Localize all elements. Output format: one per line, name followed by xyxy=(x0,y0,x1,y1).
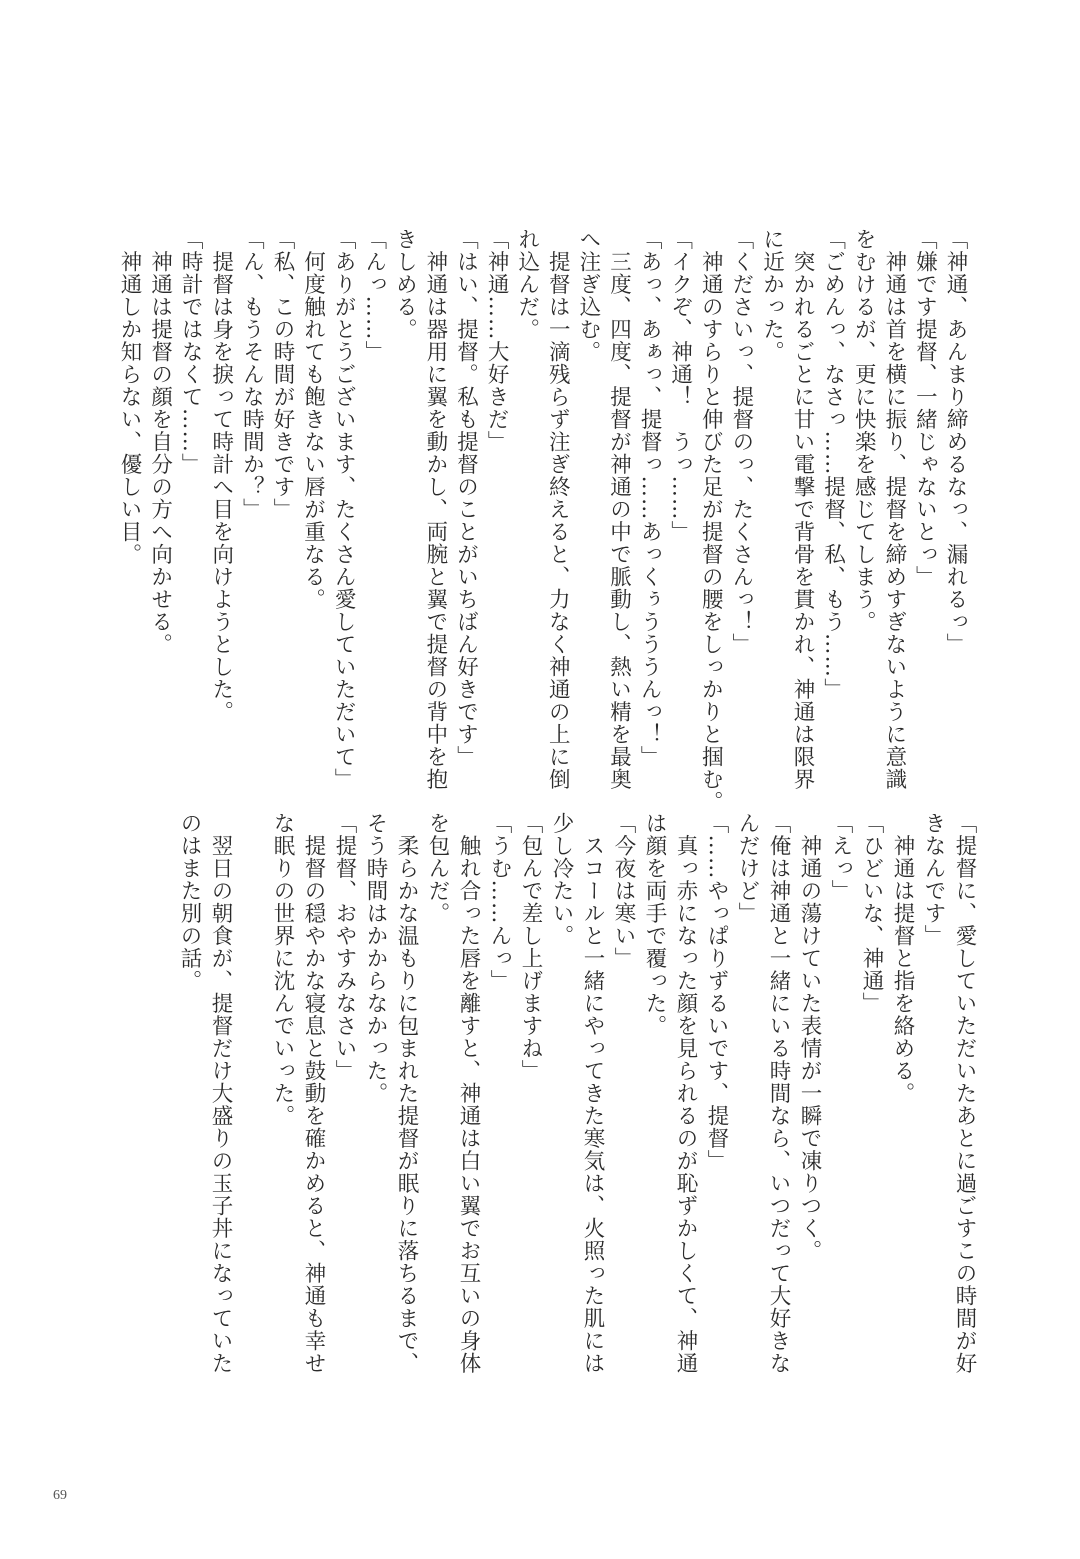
text-line: 柔らかな温もりに包まれた提督が眠りに落ちるまで、 xyxy=(394,812,419,1375)
text-line: に近かった。 xyxy=(759,228,785,363)
text-line: 神通の蕩けていた表情が一瞬で凍りつく。 xyxy=(797,812,822,1262)
text-line: 真っ赤になった顔を見られるのが恥ずかしくて、神通 xyxy=(673,812,698,1375)
text-line: 「イクぞ、神通！ うっ……」 xyxy=(667,228,693,543)
text-line: のはまた別の話。 xyxy=(177,812,202,992)
text-line: 「提督に、愛していただいたあとに過ごすこの時間が好 xyxy=(952,812,977,1375)
text-line: 「ひどいな、神通」 xyxy=(859,812,884,1015)
text-line: 突かれるごとに甘い電撃で背骨を貫かれ、神通は限界 xyxy=(790,228,816,791)
text-line: を包んだ。 xyxy=(425,812,450,925)
text-line: 「時計ではなくて……」 xyxy=(178,228,204,476)
text-line: 神通のすらりと伸びた足が提督の腰をしっかりと掴む。 xyxy=(698,228,724,813)
text-line: 神通は器用に翼を動かし、両腕と翼で提督の背中を抱 xyxy=(422,228,448,791)
text-block-bottom xyxy=(174,812,980,1375)
text-line: 「……やっぱりずるいです、提督」 xyxy=(704,812,729,1172)
text-line: 「あっ、あぁっ、提督っ……あっくぅうううんっ！」 xyxy=(637,228,663,768)
text-line: 何度触れても飽きない唇が重なる。 xyxy=(300,228,326,611)
text-line: 三度、四度、提督が神通の中で脈動し、熱い精を最奥 xyxy=(606,228,632,791)
text-line: 「えっ」 xyxy=(828,812,853,902)
text-line: 提督は身を捩って時計へ目を向けようとした。 xyxy=(208,228,234,723)
text-line: な眠りの世界に沈んでいった。 xyxy=(270,812,295,1127)
text-block-top xyxy=(113,228,970,813)
text-line: 「包んで差し上げますね」 xyxy=(518,812,543,1082)
text-line: 少し冷たい。 xyxy=(549,812,574,947)
text-line xyxy=(236,812,267,1372)
text-line: れ込んだ。 xyxy=(514,228,540,341)
text-line: 「はい、提督。私も提督のことがいちばん好きです」 xyxy=(453,228,479,768)
text-line: きしめる。 xyxy=(392,228,418,341)
text-line: そう時間はかからなかった。 xyxy=(363,812,388,1105)
text-line: 「くださいっ、提督のっ、たくさんっ！」 xyxy=(728,228,754,656)
text-line: へ注ぎ込む。 xyxy=(575,228,601,363)
text-line: 提督は一滴残らず注ぎ終えると、力なく神通の上に倒 xyxy=(545,228,571,791)
text-line: 神通は首を横に振り、提督を締めすぎないように意識 xyxy=(881,228,907,791)
text-line: 神通しか知らない、優しい目。 xyxy=(116,228,142,566)
text-line: 「ん、もうそんな時間か？」 xyxy=(239,228,265,521)
text-line: 「神通、あんまり締めるなっ、漏れるっ」 xyxy=(943,228,968,656)
text-line: 「俺は神通と一緒にいる時間なら、いつだって大好きな xyxy=(766,812,791,1375)
text-line: 神通は提督と指を絡める。 xyxy=(890,812,915,1105)
text-line: 「嫌です提督、一緒じゃないとっ」 xyxy=(912,228,938,588)
text-line: 「ありがとうございます、たくさん愛していただいて」 xyxy=(331,228,357,791)
text-line: 「提督、おやすみなさい」 xyxy=(332,812,357,1082)
text-line: 触れ合った唇を離すと、神通は白い翼でお互いの身体 xyxy=(456,812,481,1375)
text-line: 神通は提督の顔を自分の方へ向かせる。 xyxy=(147,228,173,656)
text-line: 「神通……大好きだ」 xyxy=(484,228,510,453)
text-line: 「私、この時間が好きです」 xyxy=(269,228,295,521)
text-line: 「うむ……んっ」 xyxy=(487,812,512,992)
text-line: きなんです」 xyxy=(921,812,946,947)
text-line: 「今夜は寒い」 xyxy=(611,812,636,970)
text-line: は顔を両手で覆った。 xyxy=(642,812,667,1037)
text-line: をむけるが、更に快楽を感じてしまう。 xyxy=(851,228,877,633)
page-number: 69 xyxy=(53,1488,67,1503)
text-line: スコールと一緒にやってきた寒気は、火照った肌には xyxy=(580,812,605,1375)
text-line: 提督の穏やかな寝息と鼓動を確かめると、神通も幸せ xyxy=(301,812,326,1375)
text-line: 「ごめんっ、なさっ……提督、私、もう……」 xyxy=(820,228,846,701)
text-line: 翌日の朝食が、提督だけ大盛りの玉子丼になっていた xyxy=(208,812,233,1375)
text-line: んだけど」 xyxy=(735,812,760,925)
text-line: 「んっ……」 xyxy=(361,228,387,363)
